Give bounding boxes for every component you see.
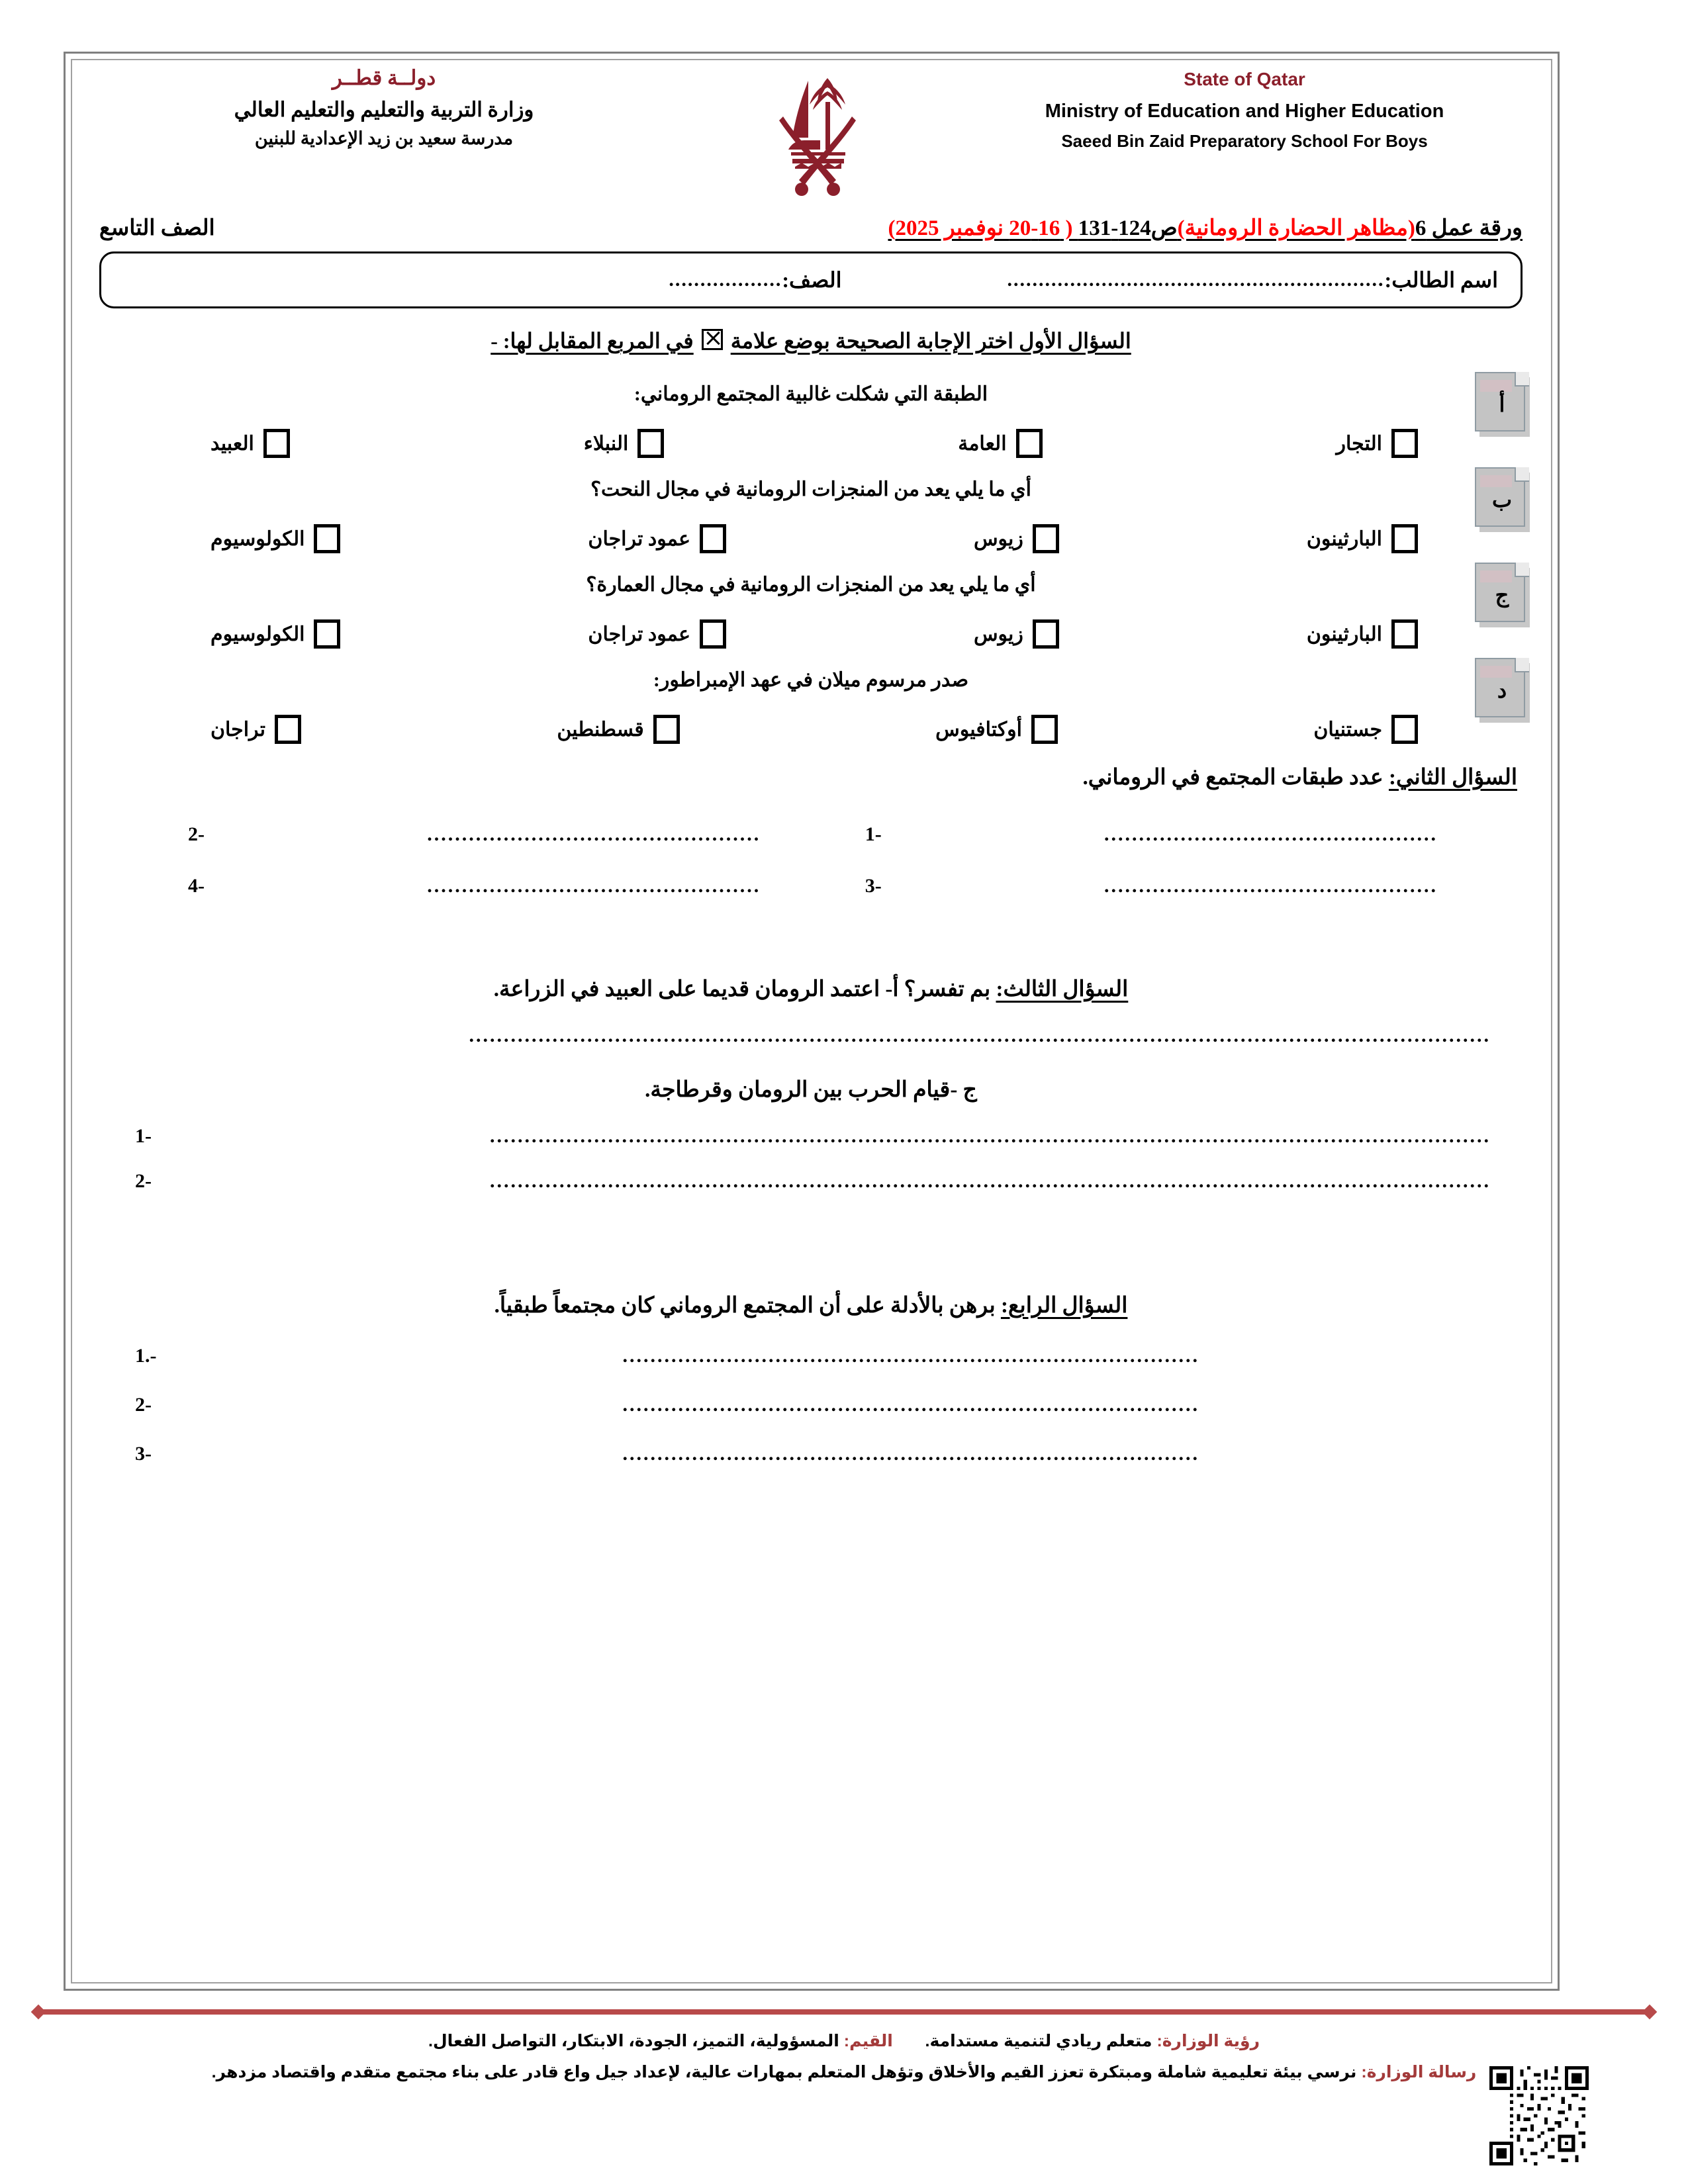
answer-dots: ................................................ [427, 875, 761, 897]
footer-divider [23, 2003, 1665, 2021]
sub-question-d-text: صدر مرسوم ميلان في عهد الإمبراطور: [653, 669, 969, 691]
q1-heading-after: في المربع المقابل لها: - [491, 329, 694, 353]
option-label: العبيد [211, 432, 254, 455]
sub-question-letter: أ [1499, 392, 1505, 416]
question-3-block [86, 946, 1536, 1193]
question-3-heading [105, 976, 1517, 1002]
answer-dots: ................................................ [1104, 823, 1438, 845]
option-checkbox[interactable] [1391, 715, 1418, 744]
worksheet-title-row [86, 214, 1536, 241]
q1-heading-before: السؤال الأول اختر الإجابة الصحيحة بوضع علامة [730, 329, 1131, 353]
question-3-answer-2[interactable] [105, 1170, 1517, 1193]
question-4-block [86, 1212, 1536, 1465]
note-sticker-d [1475, 658, 1529, 721]
answer-dots: ................................................ [427, 823, 761, 845]
question-2-answers [105, 823, 1517, 927]
divider-diamond-left-icon [31, 2004, 46, 2019]
sub-question-b [105, 478, 1517, 510]
option-label: تراجان [211, 718, 265, 741]
note-sticker-a [1475, 372, 1529, 435]
header-school-en: Saeed Bin Zaid Preparatory School For Boys [1061, 131, 1428, 152]
answer-number: -4 [188, 875, 205, 897]
option-a-1[interactable] [211, 429, 290, 458]
option-label: زيوس [973, 623, 1023, 645]
option-label: جستنيان [1313, 718, 1382, 741]
question-1-heading [105, 328, 1517, 353]
option-checkbox[interactable] [1391, 619, 1418, 649]
answer-number: -2 [135, 1394, 152, 1416]
grade-label: الصف التاسع [99, 216, 215, 240]
answer-line[interactable] [184, 875, 761, 897]
sub-question-letter: ب [1491, 488, 1513, 512]
option-d-3[interactable] [935, 715, 1058, 744]
option-checkbox[interactable] [653, 715, 680, 744]
student-name-label: اسم الطالب: [1384, 268, 1498, 292]
question-3-answer-a[interactable] [105, 1024, 1517, 1047]
option-b-2[interactable] [588, 524, 726, 553]
option-c-3[interactable] [974, 619, 1059, 649]
answer-number: -2 [188, 823, 205, 845]
question-2-label: السؤال الثاني: [1388, 766, 1517, 790]
answer-dots: ................................................................................... [622, 1394, 1199, 1416]
options-row-a [105, 429, 1517, 458]
header-english [980, 60, 1509, 152]
answer-dots: ................................................................................... [622, 1443, 1199, 1465]
question-2-heading [105, 764, 1517, 790]
sub-question-letter: ج [1495, 583, 1509, 607]
question-3-sub-c: ج -قيام الحرب بين الرومان وقرطاجة. [645, 1078, 977, 1102]
note-sticker-b [1475, 467, 1529, 531]
option-label: التجار [1336, 432, 1382, 455]
document-footer [0, 2003, 1688, 2085]
vision-text: متعلم ريادي لتنمية مستدامة. [925, 2031, 1152, 2050]
values-text: المسؤولية، التميز، الجودة، الابتكار، التواصل الفعال. [428, 2031, 839, 2050]
option-label: قسطنطين [557, 718, 644, 741]
option-a-2[interactable] [584, 429, 665, 458]
options-row-b [105, 524, 1517, 553]
answer-dots: ................................................................................................................................................ [490, 1125, 1491, 1147]
checkbox-x-icon [702, 329, 723, 350]
student-class-label: الصف: [782, 268, 842, 292]
option-checkbox[interactable] [700, 524, 726, 553]
answer-number: -3 [865, 875, 882, 897]
option-label: البارثينون [1306, 623, 1382, 645]
header-country-ar: دولــة قطــر [332, 66, 436, 89]
answer-number: -.1 [135, 1345, 157, 1367]
answer-line[interactable] [861, 875, 1438, 897]
option-label: النبلاء [583, 432, 629, 455]
option-checkbox[interactable] [314, 619, 340, 649]
option-checkbox[interactable] [1033, 524, 1059, 553]
answer-dots: ................................................................................................................................................... [469, 1024, 1491, 1046]
option-c-4[interactable] [1307, 619, 1418, 649]
option-label: زيوس [973, 527, 1023, 550]
answer-line[interactable] [861, 823, 1438, 846]
options-row-c [105, 619, 1517, 649]
note-sticker-c [1475, 563, 1529, 626]
options-row-d [105, 715, 1517, 744]
sub-question-a-text: الطبقة التي شكلت غالبية المجتمع الروماني: [633, 383, 988, 405]
header-ministry-en: Ministry of Education and Higher Education [1045, 101, 1444, 122]
answer-dots: ................................................ [1104, 875, 1438, 897]
question-4-label: السؤال الرابع: [1000, 1294, 1128, 1318]
question-4-heading [105, 1292, 1517, 1318]
title-dates: ( 16-20 نوفمبر 2025) [888, 216, 1073, 240]
question-4-text: برهن بالأدلة على أن المجتمع الروماني كان مجتمعاً طبقياً. [494, 1294, 996, 1318]
question-3-label: السؤال الثالث: [996, 978, 1129, 1001]
option-checkbox[interactable] [1016, 429, 1043, 458]
question-4-answer-2[interactable] [105, 1394, 1517, 1416]
worksheet-content [86, 60, 1536, 1465]
title-topic: (مظاهر الحضارة الرومانية) [1177, 216, 1415, 240]
option-checkbox[interactable] [1033, 619, 1059, 649]
option-c-2[interactable] [588, 619, 726, 649]
option-d-2[interactable] [557, 715, 679, 744]
sub-question-a [105, 383, 1517, 414]
option-c-1[interactable] [211, 619, 340, 649]
mission-label: رسالة الوزارة: [1361, 2062, 1477, 2081]
student-class-input[interactable]: .................. [669, 269, 782, 291]
option-checkbox[interactable] [1031, 715, 1058, 744]
footer-mission [0, 2060, 1688, 2085]
sub-question-c [105, 573, 1517, 605]
option-checkbox[interactable] [700, 619, 726, 649]
answer-number: -1 [135, 1125, 152, 1147]
option-b-3[interactable] [974, 524, 1059, 553]
option-label: عمود تراجان [588, 527, 690, 550]
option-d-4[interactable] [1313, 715, 1418, 744]
sub-question-d [105, 668, 1517, 700]
option-label: الكولوسيوم [211, 527, 305, 550]
title-prefix: ورقة عمل 6 [1415, 216, 1523, 240]
title-pages: ص124-131 [1078, 216, 1178, 240]
worksheet-title [888, 214, 1523, 241]
option-b-4[interactable] [1307, 524, 1418, 553]
question-4-answer-3[interactable] [105, 1443, 1517, 1465]
answer-number: -2 [135, 1170, 152, 1192]
option-checkbox[interactable] [263, 429, 290, 458]
question-2-block [86, 764, 1536, 927]
option-b-1[interactable] [211, 524, 340, 553]
answer-dots: ................................................................................................................................................ [490, 1170, 1491, 1192]
option-label: العامة [958, 432, 1007, 455]
answer-dots: ................................................................................... [622, 1345, 1199, 1367]
option-checkbox[interactable] [1391, 524, 1418, 553]
question-3-text: بم تفسر؟ أ- اعتمد الرومان قديما على العبيد في الزراعة. [493, 978, 991, 1001]
answer-line[interactable] [184, 823, 761, 846]
option-a-3[interactable] [958, 429, 1042, 458]
option-label: البارثينون [1306, 527, 1382, 550]
option-checkbox[interactable] [637, 429, 664, 458]
footer-vision-values [0, 2031, 1688, 2051]
sub-question-c-text: أي ما يلي يعد من المنجزات الرومانية في مجال العمارة؟ [586, 574, 1036, 596]
question-4-answer-1[interactable] [105, 1345, 1517, 1367]
header-arabic [113, 60, 655, 149]
answer-number: -3 [135, 1443, 152, 1465]
option-checkbox[interactable] [1391, 429, 1418, 458]
option-checkbox[interactable] [275, 715, 301, 744]
option-label: عمود تراجان [588, 623, 690, 645]
header-ministry-ar: وزارة التربية والتعليم والتعليم العالي [234, 98, 534, 121]
question-2-text: عدد طبقات المجتمع في الروماني. [1082, 766, 1383, 790]
header-school-ar: مدرسة سعيد بن زيد الإعدادية للبنين [254, 128, 514, 148]
answer-number: -1 [865, 823, 882, 845]
student-info-box [99, 251, 1523, 308]
header-country-en: State of Qatar [1184, 69, 1305, 89]
question-3-answer-1[interactable] [105, 1125, 1517, 1148]
option-checkbox[interactable] [314, 524, 340, 553]
qatar-emblem-icon [741, 60, 894, 199]
student-name-input[interactable]: ............................................................ [1007, 269, 1385, 291]
option-label: الكولوسيوم [211, 623, 305, 645]
option-a-4[interactable] [1336, 429, 1418, 458]
option-d-1[interactable] [211, 715, 301, 744]
values-label: القيم: [843, 2031, 893, 2050]
vision-label: رؤية الوزارة: [1156, 2031, 1260, 2050]
mission-text: نرسي بيئة تعليمية شاملة ومبتكرة تعزز القيم والأخلاق وتؤهل المتعلم بمهارات عالية، لإعداد جيل واع قادر على بناء مجتمع متقدم واقتصاد مزدهر. [211, 2062, 1357, 2081]
sub-question-letter: د [1497, 678, 1507, 702]
option-label: أوكتافيوس [935, 718, 1022, 741]
sub-question-b-text: أي ما يلي يعد من المنجزات الرومانية في مجال النحت؟ [590, 478, 1031, 500]
question-1-block [86, 328, 1536, 744]
document-header [86, 60, 1536, 205]
qr-code-icon [1489, 2066, 1589, 2165]
